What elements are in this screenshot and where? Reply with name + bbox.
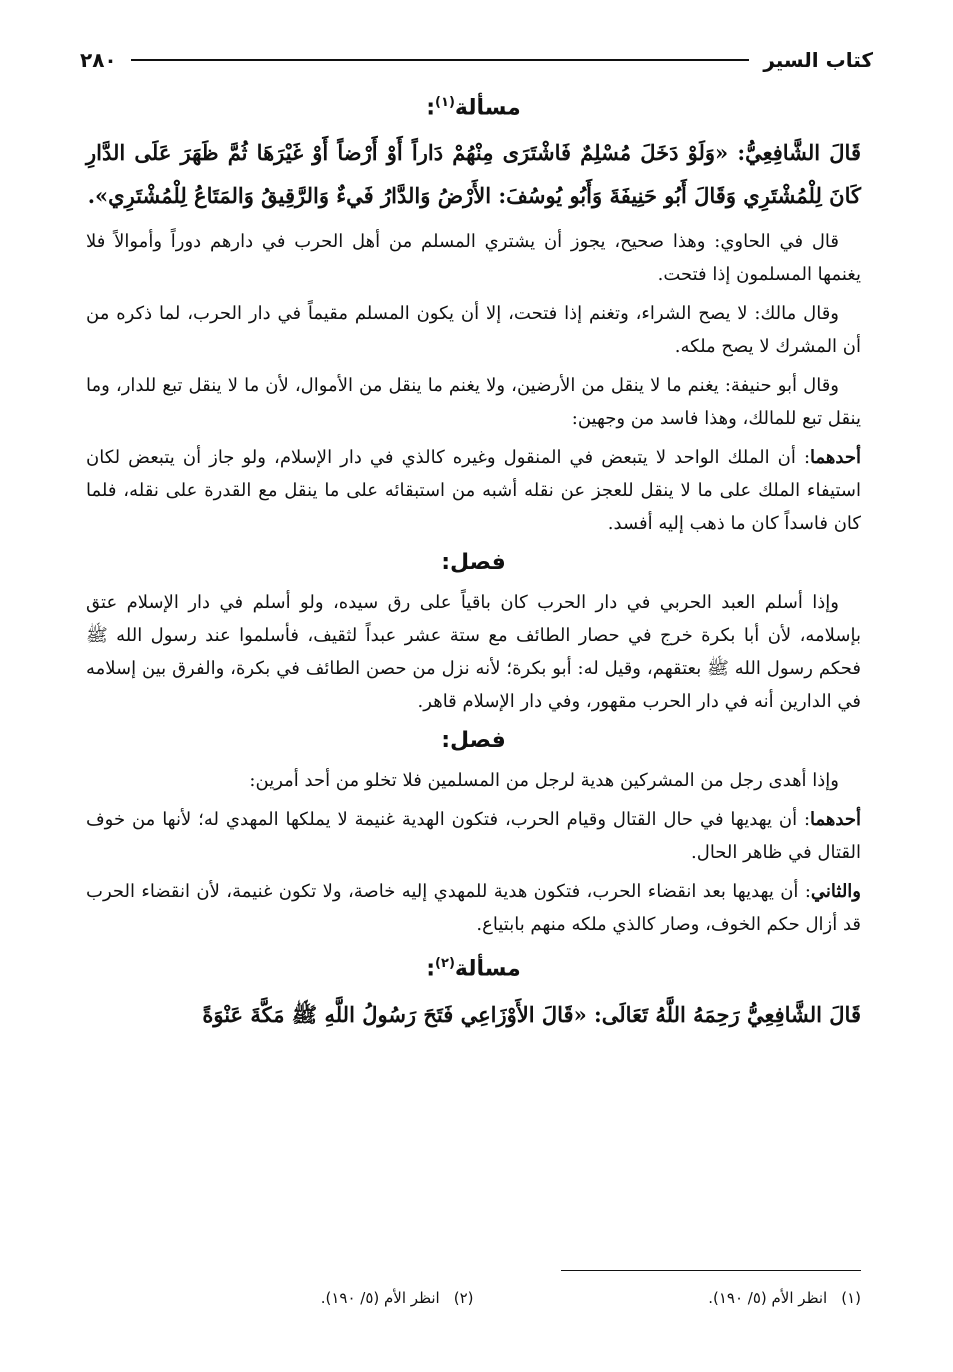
heading-suffix: : bbox=[426, 956, 436, 982]
paragraph bbox=[86, 803, 861, 869]
page-content bbox=[86, 82, 861, 1044]
section-heading-masala-1 bbox=[86, 86, 861, 125]
paragraph bbox=[86, 875, 861, 941]
shafii-quote: قَالَ الشَّافِعِيُّ رَحِمَهُ اللَّهُ تَعَالَى: «قَالَ الأَوْزَاعِي فَتَحَ رَسُولُ اللَّهِ ﷺ مَكَّةَ عَنْوَةً bbox=[202, 1001, 861, 1027]
footnote-text: انظر الأم (٥/ ١٩٠). bbox=[320, 1289, 440, 1307]
lead-word: أحدهما bbox=[810, 809, 861, 831]
paragraph-text: : أن يهديها في حال القتال وقيام الحرب، فتكون الهدية غنيمة لا يملكها المهدي له؛ لأنها من خوف القتال في ظاهر الحال. bbox=[86, 809, 861, 864]
shafii-quote: قَالَ الشَّافِعِيُّ: «وَلَوْ دَخَلَ مُسْلِمٌ فَاشْتَرَى مِنْهُمْ دَاراً أَوْ أَرْضاً أَوْ غَيْرَهَا ثُمَّ ظَهَرَ عَلَى الدَّارِ كَانَ لِلْمُشْتَرِي وَقَالَ أَبُو حَنِيفَةَ وَأَبُو يُوسُفَ: الأَرْضُ وَالدَّارُ فَيءٌ وَالرَّقِيقُ وَالمَتَاعُ لِلْمُشْتَرِي». bbox=[86, 140, 861, 209]
heading-title: فصل bbox=[450, 728, 506, 754]
heading-title: فصل bbox=[450, 550, 506, 576]
paragraph-text: : أن يهديها بعد انقضاء الحرب، فتكون هدية للمهدي إليه خاصة، ولا تكون غنيمة، لأن انقضاء الحرب قد أزال حكم الخوف، وصار كالذي ملكه منهم بابتياع. bbox=[86, 881, 861, 936]
lead-word: والثاني bbox=[810, 881, 861, 903]
heading-suffix: : bbox=[441, 728, 451, 754]
page-number: ٢٨٠ bbox=[80, 48, 117, 72]
paragraph: وإذا أسلم العبد الحربي في دار الحرب كان باقياً على رق سيده، ولو أسلم في دار الإسلام عتق بإسلامه، لأن أبا بكرة خرج في حصار الطائف مع ستة عشر عبداً لثقيف، فأسلموا عند رسول الله ﷺ فحكم رسول الله ﷺ بعتقهم، وقيل له: أبو بكرة؛ لأنه نزل من حصن الطائف في بكرة، والفرق بين إسلامه في الدارين أنه في دار الحرب مقهور، وفي دار الإسلام قاهر. bbox=[86, 592, 861, 713]
heading-suffix: : bbox=[426, 95, 436, 121]
section-heading-fasl-2 bbox=[86, 724, 861, 758]
running-header bbox=[80, 40, 873, 80]
footnote-2 bbox=[86, 1289, 474, 1307]
heading-suffix: : bbox=[441, 550, 451, 576]
section-heading-masala-2 bbox=[86, 947, 861, 986]
footnotes bbox=[86, 1270, 861, 1307]
paragraph: قال في الحاوي: وهذا صحيح، يجوز أن يشتري المسلم من أهل الحرب في دارهم دوراً وأموالاً فلا يغنمها المسلمون إذا فتحت. bbox=[86, 231, 861, 286]
header-rule bbox=[131, 59, 750, 61]
footnote-1 bbox=[474, 1289, 862, 1307]
paragraph: وإذا أهدى رجل من المشركين هدية لرجل من المسلمين فلا تخلو من أحد أمرين: bbox=[249, 770, 839, 792]
footnote-text: انظر الأم (٥/ ١٩٠). bbox=[708, 1289, 828, 1307]
paragraph: وقال أبو حنيفة: يغنم ما لا ينقل من الأرضين، ولا يغنم ما ينقل من الأموال، لأن ما لا ينقل تبع للدار، وما ينقل تبع للمالك، وهذا فاسد من وجهين: bbox=[86, 375, 861, 430]
lead-word: أحدهما bbox=[810, 447, 861, 469]
book-title: كتاب السير bbox=[763, 48, 873, 72]
footnote-number: (١) bbox=[841, 1289, 861, 1307]
footnote-number: (٢) bbox=[453, 1289, 474, 1307]
footnote-rule bbox=[561, 1270, 861, 1271]
paragraph bbox=[86, 441, 861, 540]
paragraph-text: : أن الملك الواحد لا يتبعض في المنقول وغيره كالذي في دار الإسلام، ولو جاز أن يتبعض لكان استيفاء الملك على ما لا ينقل للعجز عن نقله أشبه من استبقائه على ما ينقل مع القدرة على نقله، فلما كان فاسداً كان ما ذهب إليه أفسد. bbox=[86, 447, 861, 535]
heading-title: مسألة bbox=[454, 956, 521, 982]
footnote-ref: (٢) bbox=[435, 956, 455, 972]
section-heading-fasl-1 bbox=[86, 546, 861, 580]
footnote-ref: (١) bbox=[435, 95, 455, 110]
paragraph: وقال مالك: لا يصح الشراء، وتغنم إذا فتحت، إلا أن يكون المسلم مقيماً في دار الحرب، لما ذكره من أن المشرك لا يصح ملكه. bbox=[86, 303, 861, 358]
heading-title: مسألة bbox=[454, 95, 521, 121]
footnote-row bbox=[86, 1289, 861, 1307]
